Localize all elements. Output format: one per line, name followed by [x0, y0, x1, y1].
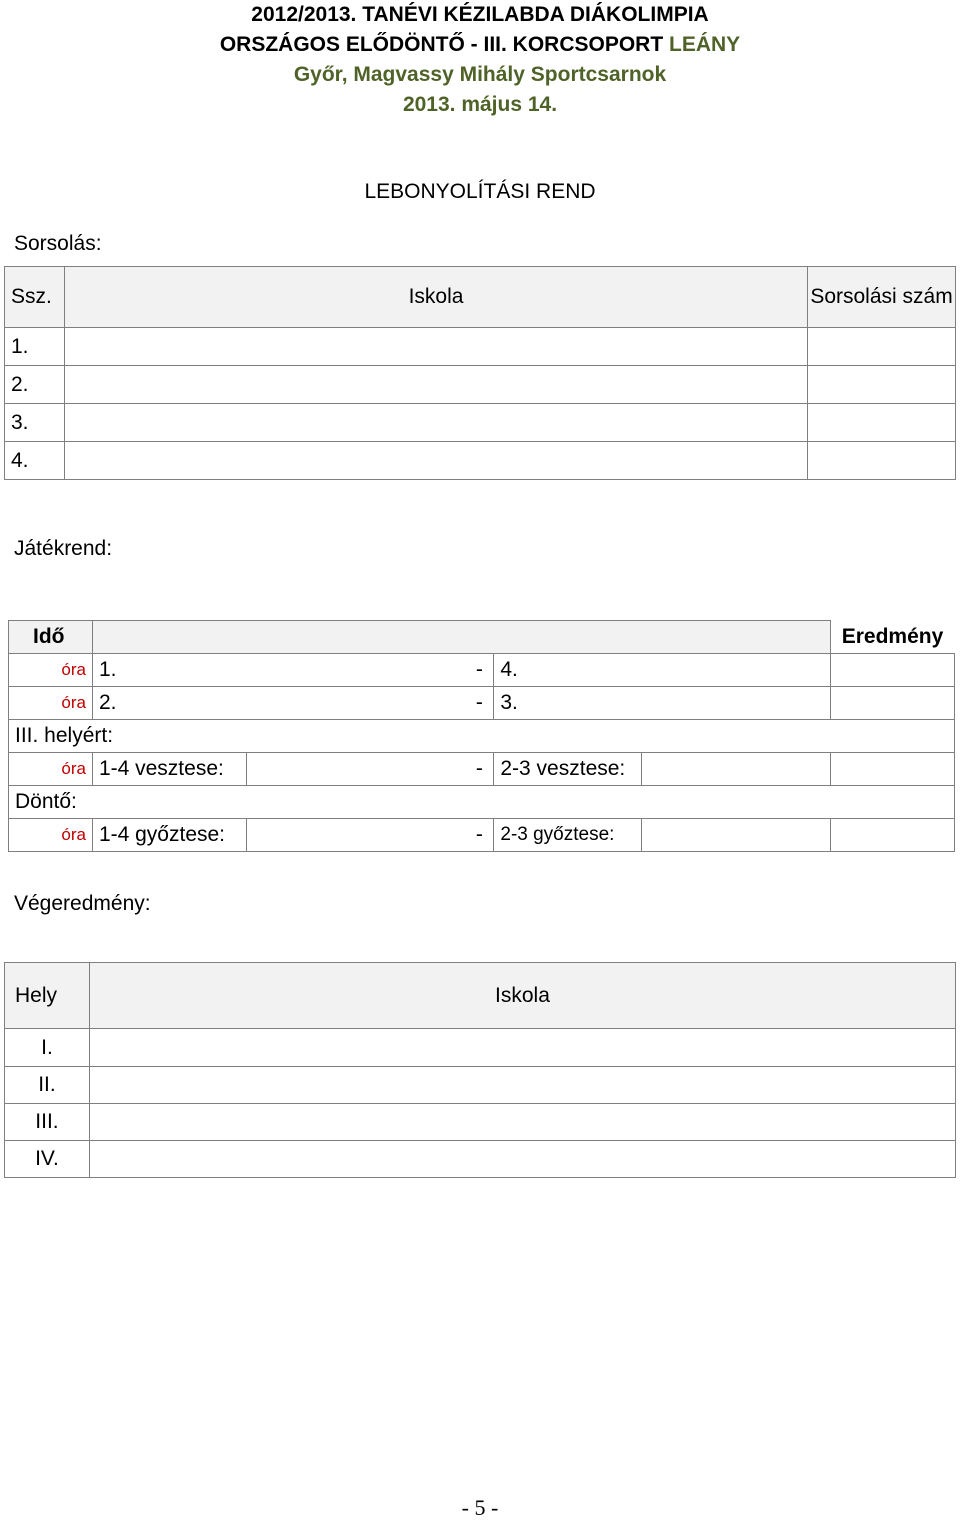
col-draw-num-header: Sorsolási szám: [808, 267, 956, 328]
row-number: 4.: [5, 442, 65, 480]
header-spacer: [92, 621, 830, 654]
match-spacer: [246, 819, 470, 852]
match-spacer: [131, 687, 469, 720]
match-spacer: [642, 654, 831, 687]
school-cell: [89, 1141, 955, 1178]
draw-header-row: [5, 267, 956, 328]
final-label: Döntő:: [9, 786, 955, 819]
title-line-2: [0, 30, 960, 60]
match-row: [9, 753, 955, 786]
hour-label: óra: [9, 753, 93, 786]
table-row: [5, 1029, 956, 1067]
col-place-header: Hely: [5, 963, 90, 1029]
hour-label: óra: [9, 687, 93, 720]
result-cell: [830, 753, 954, 786]
table-row: [5, 328, 956, 366]
subtitle: LEBONYOLÍTÁSI REND: [364, 180, 596, 203]
table-row: [5, 404, 956, 442]
school-cell: [89, 1029, 955, 1067]
title-line-1: 2012/2013. TANÉVI KÉZILABDA DIÁKOLIMPIA: [251, 3, 709, 26]
match-separator: -: [470, 687, 494, 720]
result-cell: [830, 687, 954, 720]
result-cell: [830, 654, 954, 687]
draw-num-cell: [808, 328, 956, 366]
table-row: [5, 1141, 956, 1178]
third-place-label-row: [9, 720, 955, 753]
match-row: [9, 654, 955, 687]
match-spacer: [642, 687, 831, 720]
match-spacer: [246, 753, 470, 786]
row-number: 1.: [5, 328, 65, 366]
table-row: [5, 1104, 956, 1141]
match-separator: -: [470, 819, 494, 852]
match-home: 2.: [92, 687, 131, 720]
venue-line: Győr, Magvassy Mihály Sportcsarnok: [293, 63, 667, 86]
match-spacer: [642, 753, 831, 786]
col-school-header: Iskola: [89, 963, 955, 1029]
schedule-header-row: [9, 621, 955, 654]
place-cell: IV.: [5, 1141, 90, 1178]
final-standings-label: Végeredmény:: [14, 892, 151, 915]
table-row: [5, 442, 956, 480]
schedule-label: Játékrend:: [14, 537, 113, 560]
match-spacer: [131, 654, 469, 687]
col-school-header: Iskola: [64, 267, 807, 328]
row-number: 2.: [5, 366, 65, 404]
hour-label: óra: [9, 654, 93, 687]
schedule-table: [8, 620, 955, 852]
third-place-label: III. helyért:: [9, 720, 955, 753]
standings-header-row: [5, 963, 956, 1029]
school-cell: [64, 442, 807, 480]
table-row: [5, 366, 956, 404]
school-cell: [89, 1104, 955, 1141]
date-line: 2013. május 14.: [402, 93, 558, 116]
match-away: 4.: [494, 654, 642, 687]
title-line-2-accent: LEÁNY: [669, 33, 741, 56]
row-number: 3.: [5, 404, 65, 442]
match-away: 2-3 vesztese:: [494, 753, 642, 786]
place-cell: I.: [5, 1029, 90, 1067]
table-row: [5, 1067, 956, 1104]
hour-label: óra: [9, 819, 93, 852]
draw-num-cell: [808, 442, 956, 480]
match-separator: -: [470, 654, 494, 687]
draw-label: Sorsolás:: [14, 232, 102, 255]
col-time-header: Idő: [9, 621, 93, 654]
match-row: [9, 819, 955, 852]
school-cell: [64, 328, 807, 366]
match-home: 1-4 vesztese:: [92, 753, 246, 786]
draw-table: [4, 266, 956, 480]
match-away: 2-3 győztese:: [494, 819, 642, 852]
match-away: 3.: [494, 687, 642, 720]
title-line-2-main: ORSZÁGOS ELŐDÖNTŐ - III. KORCSOPORT: [219, 33, 669, 56]
final-label-row: [9, 786, 955, 819]
match-separator: -: [470, 753, 494, 786]
school-cell: [64, 366, 807, 404]
place-cell: II.: [5, 1067, 90, 1104]
match-home: 1-4 győztese:: [92, 819, 246, 852]
school-cell: [64, 404, 807, 442]
col-ssz-header: Ssz.: [5, 267, 65, 328]
match-home: 1.: [92, 654, 131, 687]
match-spacer: [642, 819, 831, 852]
standings-table: [4, 962, 956, 1178]
school-cell: [89, 1067, 955, 1104]
match-row: [9, 687, 955, 720]
col-result-header: Eredmény: [830, 621, 954, 654]
draw-num-cell: [808, 366, 956, 404]
result-cell: [830, 819, 954, 852]
page-number: - 5 -: [461, 1495, 499, 1520]
place-cell: III.: [5, 1104, 90, 1141]
draw-num-cell: [808, 404, 956, 442]
